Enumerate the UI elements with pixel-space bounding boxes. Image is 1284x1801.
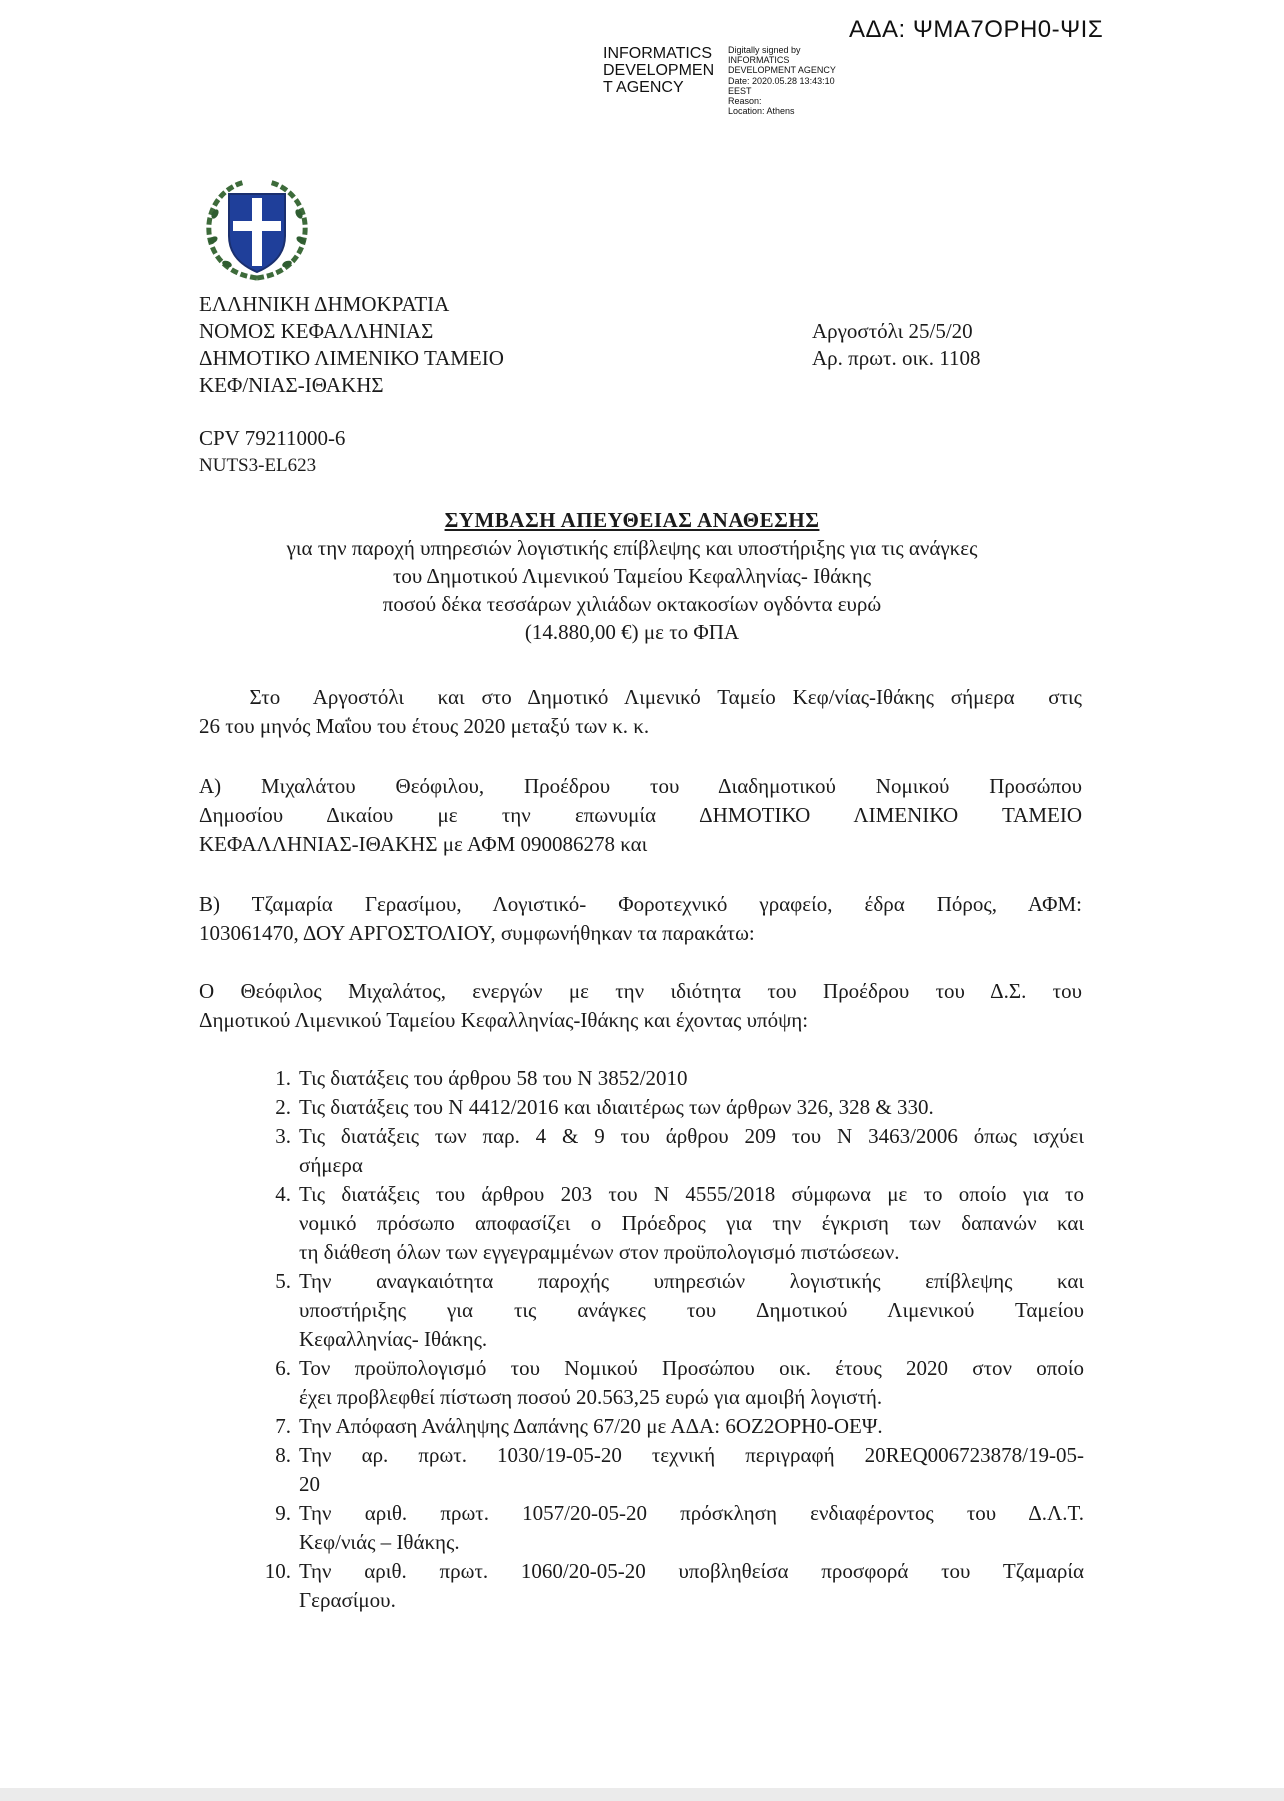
title-line: για την παροχή υπηρεσιών λογιστικής επίβλεψης και υποστήριξης για τις ανάγκες xyxy=(286,536,978,560)
date-protocol-block xyxy=(812,318,980,372)
list-item-line: Κεφ/νιάς – Ιθάκης. xyxy=(299,1530,460,1554)
signature-detail-line: Digitally signed by xyxy=(728,45,801,55)
list-item-line: Την αριθ. πρωτ. 1060/20-05-20 υποβληθείσα προσφορά του Τζαμαρία xyxy=(299,1559,1084,1583)
ada-code: ΑΔΑ: ΨΜΑ7ΟΡΗ0-ΨΙΣ xyxy=(849,16,1104,43)
list-item-line: 20 xyxy=(299,1472,320,1496)
issuer-line: ΝΟΜΟΣ ΚΕΦΑΛΛΗΝΙΑΣ xyxy=(199,319,434,343)
list-item xyxy=(258,1064,1084,1093)
list-item-number: 5. xyxy=(275,1269,291,1293)
title-line: ποσού δέκα τεσσάρων χιλιάδων οκτακοσίων ογδόντα ευρώ xyxy=(382,592,882,616)
list-item-number: 6. xyxy=(275,1356,291,1380)
digital-signature-details xyxy=(728,45,888,116)
list-item xyxy=(258,1557,1084,1615)
list-item-number: 7. xyxy=(275,1414,291,1438)
list-item-number: 4. xyxy=(275,1182,291,1206)
list-item-line: Τις διατάξεις του Ν 4412/2016 και ιδιαιτέρως των άρθρων 326, 328 & 330. xyxy=(299,1095,934,1119)
signature-detail-line: EEST xyxy=(728,85,752,96)
list-item-line: σήμερα xyxy=(299,1153,363,1177)
list-item-number: 9. xyxy=(275,1501,291,1525)
signature-name-line: DEVELOPMEN xyxy=(603,62,715,79)
list-item xyxy=(258,1354,1084,1412)
paragraph-line: Δημοτικού Λιμενικού Ταμείου Κεφαλληνίας-Ιθάκης και έχοντας υπόψη: xyxy=(199,1008,809,1032)
list-item-number: 10. xyxy=(264,1559,291,1583)
coat-of-arms-icon xyxy=(201,174,313,286)
paragraph-line: Α) Μιχαλάτου Θεόφιλου, Προέδρου του Διαδημοτικού Νομικού Προσώπου xyxy=(199,774,1082,798)
list-item-line: Την αναγκαιότητα παροχής υπηρεσιών λογιστικής επίβλεψης και xyxy=(299,1269,1084,1293)
paragraph-line: ΚΕΦΑΛΛΗΝΙΑΣ-ΙΘΑΚΗΣ με ΑΦΜ 090086278 και xyxy=(199,832,648,856)
title-line: (14.880,00 €) με το ΦΠΑ xyxy=(524,620,740,644)
list-item-line: Την αριθ. πρωτ. 1057/20-05-20 πρόσκληση ενδιαφέροντος του Δ.Λ.Τ. xyxy=(299,1501,1084,1525)
contract-heading: ΣΥΜΒΑΣΗ ΑΠΕΥΘΕΙΑΣ ΑΝΑΘΕΣΗΣ xyxy=(444,508,820,532)
paragraph-line: Ο Θεόφιλος Μιχαλάτος, ενεργών με την ιδιότητα του Προέδρου του Δ.Σ. του xyxy=(199,979,1082,1003)
list-item-line: τη διάθεση όλων των εγγεγραμμένων στον προϋπολογισμό πιστώσεων. xyxy=(299,1240,900,1264)
list-item-number: 3. xyxy=(275,1124,291,1148)
signature-name-line: T AGENCY xyxy=(603,79,684,96)
signature-detail-line: INFORMATICS xyxy=(728,55,790,66)
place-date: Αργοστόλι 25/5/20 xyxy=(812,319,973,343)
list-item-line: Κεφαλληνίας- Ιθάκης. xyxy=(299,1327,488,1351)
list-item-line: έχει προβλεφθεί πίστωση ποσού 20.563,25 ευρώ για αμοιβή λογιστή. xyxy=(299,1385,883,1409)
issuer-block xyxy=(199,291,504,399)
party-a-paragraph xyxy=(199,772,1082,859)
title-line: του Δημοτικού Λιμενικού Ταμείου Κεφαλληνίας- Ιθάκης xyxy=(392,564,872,588)
protocol-number: Αρ. πρωτ. οικ. 1108 xyxy=(812,346,981,370)
issuer-line: ΕΛΛΗΝΙΚΗ ΔΗΜΟΚΡΑΤΙΑ xyxy=(199,292,450,316)
list-item-line: Την αρ. πρωτ. 1030/19-05-20 τεχνική περιγραφή 20REQ006723878/19-05- xyxy=(299,1443,1084,1467)
paragraph-line: Β) Τζαμαρία Γερασίμου, Λογιστικό- Φοροτεχνικό γραφείο, έδρα Πόρος, ΑΦΜ: xyxy=(199,892,1082,916)
paragraph-line: Στο Αργοστόλι και στο Δημοτικό Λιμενικό Ταμείο Κεφ/νίας-Ιθάκης σήμερα στις xyxy=(199,685,1082,709)
list-item-line: υποστήριξης για τις ανάγκες του Δημοτικού Λιμενικού Ταμείου xyxy=(299,1298,1084,1322)
list-item-number: 8. xyxy=(275,1443,291,1467)
classification-codes xyxy=(199,425,345,479)
list-item-line: Τον προϋπολογισμό του Νομικού Προσώπου οικ. έτους 2020 στον οποίο xyxy=(299,1356,1084,1380)
issuer-line: ΚΕΦ/ΝΙΑΣ-ΙΘΑΚΗΣ xyxy=(199,373,384,397)
intro-paragraph xyxy=(199,683,1082,741)
list-item xyxy=(258,1267,1084,1354)
paragraph-line: 103061470, ΔΟΥ ΑΡΓΟΣΤΟΛΙΟΥ, συμφωνήθηκαν τα παρακάτω: xyxy=(199,921,755,945)
list-item xyxy=(258,1499,1084,1557)
signature-detail-line: Reason: xyxy=(728,96,762,107)
list-item xyxy=(258,1093,1084,1122)
nuts-code: NUTS3-EL623 xyxy=(199,455,317,476)
list-item xyxy=(258,1122,1084,1180)
list-item-line: Γερασίμου. xyxy=(299,1588,396,1612)
digital-signature-name xyxy=(603,45,721,96)
list-item xyxy=(258,1441,1084,1499)
list-item-line: Τις διατάξεις του άρθρου 58 του Ν 3852/2010 xyxy=(299,1066,688,1090)
list-item xyxy=(258,1412,1084,1441)
recital-paragraph xyxy=(199,977,1082,1035)
signature-name-line: INFORMATICS xyxy=(603,45,713,62)
signature-detail-line: DEVELOPMENT AGENCY xyxy=(728,65,836,76)
paragraph-line: Δημοσίου Δικαίου με την επωνυμία ΔΗΜΟΤΙΚΟ ΛΙΜΕΝΙΚΟ ΤΑΜΕΙΟ xyxy=(199,803,1082,827)
list-item-number: 2. xyxy=(275,1095,291,1119)
paragraph-line: 26 του μηνός Μαΐου του έτους 2020 μεταξύ των κ. κ. xyxy=(199,714,650,738)
list-item-line: νομικό πρόσωπο αποφασίζει ο Πρόεδρος για την έγκριση των δαπανών και xyxy=(299,1211,1084,1235)
list-item-line: Την Απόφαση Ανάληψης Δαπάνης 67/20 με ΑΔΑ: 6ΟΖ2ΟΡΗ0-ΟΕΨ. xyxy=(299,1414,883,1438)
signature-detail-line: Date: 2020.05.28 13:43:10 xyxy=(728,75,835,86)
considerations-list xyxy=(258,1064,1084,1615)
list-item-number: 1. xyxy=(275,1066,291,1090)
party-b-paragraph xyxy=(199,890,1082,948)
list-item-line: Τις διατάξεις των παρ. 4 & 9 του άρθρου 209 του Ν 3463/2006 όπως ισχύει xyxy=(299,1124,1084,1148)
list-item-line: Τις διατάξεις του άρθρου 203 του Ν 4555/2018 σύμφωνα με το οποίο για το xyxy=(299,1182,1084,1206)
list-item xyxy=(258,1180,1084,1267)
signature-detail-line: Location: Athens xyxy=(728,106,795,117)
contract-title xyxy=(190,506,1074,646)
issuer-line: ΔΗΜΟΤΙΚΟ ΛΙΜΕΝΙΚΟ ΤΑΜΕΙΟ xyxy=(199,346,504,370)
cpv-code: CPV 79211000-6 xyxy=(199,426,346,450)
